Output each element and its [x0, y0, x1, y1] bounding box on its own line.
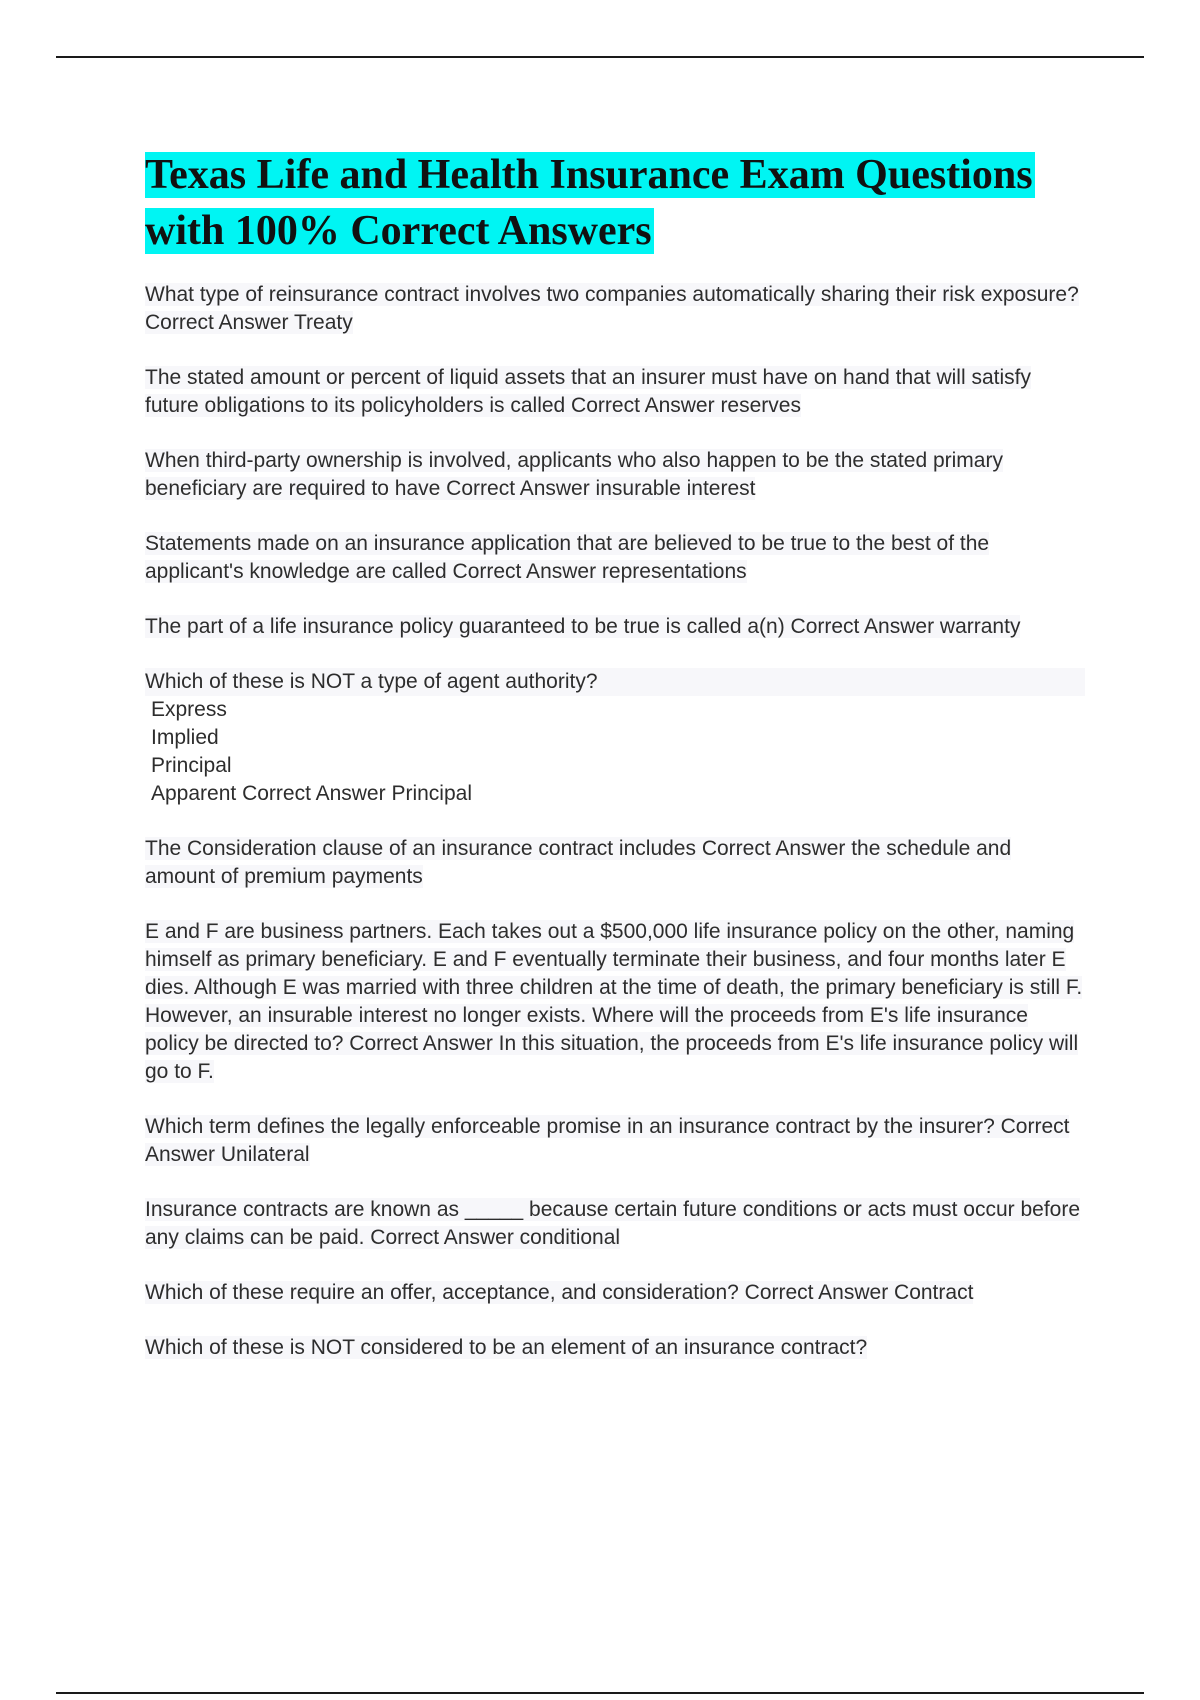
qa-item: What type of reinsurance contract involves two companies automatically sharing their risk exposure? Correct Answer Treaty: [145, 283, 1079, 334]
option-principal: Principal: [151, 754, 232, 777]
option-express: Express: [151, 698, 227, 721]
qa-item: When third-party ownership is involved, applicants who also happen to be the stated primary beneficiary are required to have Correct Answer insurable interest: [145, 449, 1003, 500]
qa-item-agent-authority: [145, 668, 1085, 808]
footer-rule: [56, 1692, 1144, 1694]
qa-item: Which term defines the legally enforceable promise in an insurance contract by the insurer? Correct Answer Unilateral: [145, 1115, 1070, 1166]
qa-item: The Consideration clause of an insurance contract includes Correct Answer the schedule and amount of premium payments: [145, 837, 1012, 888]
qa-item: Which of these is NOT considered to be an element of an insurance contract?: [145, 1336, 868, 1359]
qa-item: The part of a life insurance policy guaranteed to be true is called a(n) Correct Answer warranty: [145, 615, 1021, 638]
qa-item: E and F are business partners. Each takes out a $500,000 life insurance policy on the other, naming himself as primary beneficiary. E and F eventually terminate their business, and four months later E dies. Although E was married with three children at the time of death, the primary beneficiary is still F. However, an insurable interest no longer exists. Where will the proceeds from E's life insurance policy be directed to? Correct Answer In this situation, the proceeds from E's life insurance policy will go to F.: [145, 920, 1083, 1083]
title-highlight: Texas Life and Health Insurance Exam Questions with 100% Correct Answers: [145, 152, 1033, 254]
header-rule: [56, 56, 1144, 58]
qa-item: Insurance contracts are known as _____ because certain future conditions or acts must occur before any claims can be paid. Correct Answer conditional: [145, 1198, 1081, 1249]
qa-item: Which of these require an offer, acceptance, and consideration? Correct Answer Contract: [145, 1281, 974, 1304]
option-apparent: Apparent Correct Answer Principal: [151, 782, 472, 805]
document-body: [145, 147, 1085, 1389]
agent-question: Which of these is NOT a type of agent authority?: [145, 668, 1085, 696]
document-title: [145, 147, 1085, 259]
qa-item: Statements made on an insurance application that are believed to be true to the best of the applicant's knowledge are called Correct Answer representations: [145, 532, 990, 583]
option-implied: Implied: [151, 726, 219, 749]
qa-item: The stated amount or percent of liquid assets that an insurer must have on hand that will satisfy future obligations to its policyholders is called Correct Answer reserves: [145, 366, 1031, 417]
